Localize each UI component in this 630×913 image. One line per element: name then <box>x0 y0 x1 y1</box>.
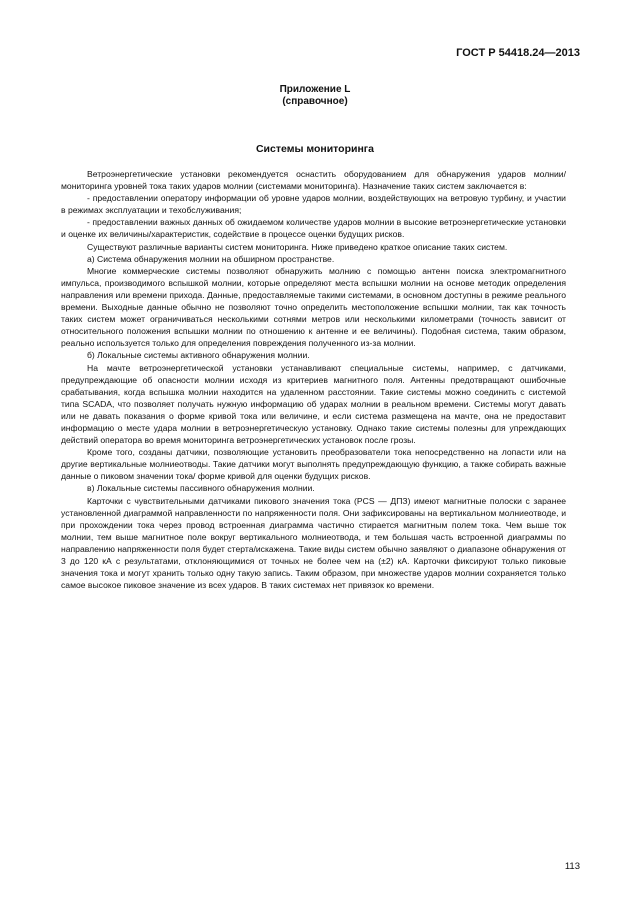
page-number: 113 <box>564 861 580 872</box>
paragraph: Карточки с чувствительными датчиками пикового значения тока (PCS — ДПЗ) имеют магнитные полоски с заранее установленной диаграммой направленности по напряженности поля. Они зафиксированы на вертикальном молниеотводе, и при прохождении тока через провод встроенная диаграмма частично стирается магнитным полем тока. Чем выше ток молнии, тем выше магнитное поле вокруг вертикального молниеотвода, и тем большая часть встроенной диаграммы по направлению напряженности поля будет стерта/искажена. Такие виды систем обычно заявляют о диапазоне обнаружения от 3 до 120 кА с результатами, отклоняющимися от точных не более чем на (±2) кА. Карточки фиксируют только пиковые значения тока и могут хранить только одну такую запись. Таким образом, при множестве ударов молнии сохраняется только самое высокое пиковое значение из всех ударов. В таких системах нет привязок ко времени. <box>61 495 566 591</box>
annex-title: Приложение L <box>279 84 351 95</box>
paragraph: Ветроэнергетические установки рекомендуется оснастить оборудованием для обнаружения ударов молнии/мониторинга уровней тока таких ударов молнии (системами мониторинга). Назначение таких систем заключается в: <box>61 169 566 192</box>
section-title: Системы мониторинга <box>255 143 375 155</box>
annex-subtitle: (справочное) <box>282 96 348 107</box>
paragraph: На мачте ветроэнергетической установки устанавливают специальные системы, например, с датчиками, предупреждающие об опасности молнии исходя из критериев магнитного поля. Антенны предотвращают ошибочные срабатывания, когда вспышка молнии находится на удаленном расстоянии. Такие системы можно соединить с системой типа SCADA, что позволяет получать нужную информацию об ударах молнии в реальном времени. Системы могут давать или не давать показания о форме кривой тока или величине, и если система размещена на мачте, она не предоставит информацию о месте удара молнии в ветроэнергетическую установку. Однако такие системы полезны для упреждающих действий оператора во время мониторинга ветроэнергетических установок после грозы. <box>61 362 566 446</box>
standard-designation: ГОСТ Р 54418.24—2013 <box>456 47 580 59</box>
paragraph: - предоставлении важных данных об ожидаемом количестве ударов молнии в высокие ветроэнергетические установки и оценке их величины/характеристик, содействие в процессе оценки будущих рисков. <box>61 217 566 240</box>
paragraph: Многие коммерческие системы позволяют обнаружить молнию с помощью антенн поиска электромагнитного импульса, производимого вспышкой молнии, которые определяют места вспышки молнии на основе методик определения направления или времени прихода. Данные, предоставляемые такими системами, в основном доступны в режиме реального времени. Выходные данные обычно не позволяют точно определить местоположение вспышки молнии, так как точность таких систем может ограничиваться несколькими сотнями метров или несколькими километрами (точность зависит от относительного положения вспышки молнии по отношению к антенне и ее величины). Подобная система, таким образом, реально используется только для определения повреждения полученного из-за молнии. <box>61 265 566 349</box>
list-item-b: б) Локальные системы активного обнаружения молнии. <box>87 350 310 361</box>
paragraph: - предоставлении оператору информации об уровне ударов молнии, воздействующих на ветровую турбину, и участии в режимах эксплуатации и техобслуживания; <box>61 193 566 216</box>
list-item-c: в) Локальные системы пассивного обнаружения молнии. <box>87 483 315 494</box>
list-item-a: а) Система обнаружения молнии на обширном пространстве. <box>87 253 335 264</box>
body-text <box>61 168 566 591</box>
paragraph: Существуют различные варианты систем мониторинга. Ниже приведено краткое описание таких систем. <box>87 241 508 252</box>
paragraph: Кроме того, созданы датчики, позволяющие установить преобразователи тока непосредственно на лопасти или на другие вертикальные молниеотводы. Такие датчики могут выполнять предупреждающую функцию, а также собирать важные данные о пиковом значении тока/ форме кривой для оценки будущих рисков. <box>61 447 566 482</box>
annex-heading <box>0 84 630 108</box>
